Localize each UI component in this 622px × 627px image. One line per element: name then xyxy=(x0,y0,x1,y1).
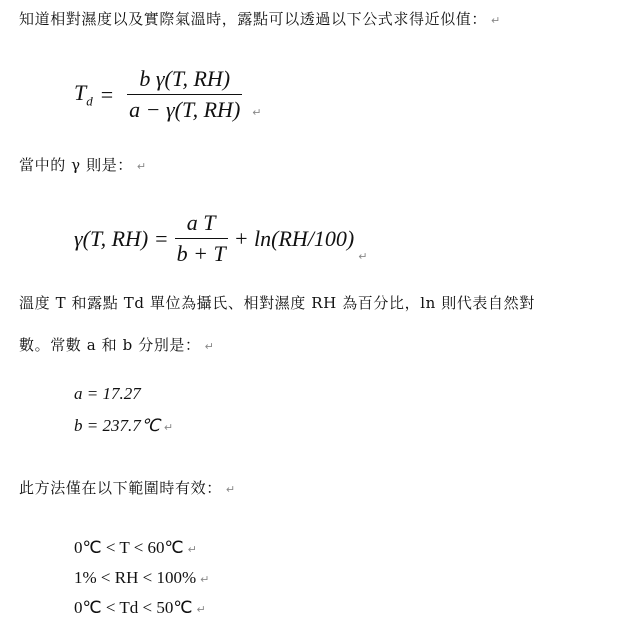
constant-b xyxy=(74,416,173,436)
units-line-2 xyxy=(19,334,214,355)
paragraph-mark-icon: ↵ xyxy=(225,483,236,496)
paragraph-mark-icon: ↵ xyxy=(187,543,197,556)
dew-point-formula xyxy=(74,66,262,123)
range-text-temperature: 0℃ < T < 60℃ xyxy=(74,538,184,557)
formula1-lhs xyxy=(74,80,93,109)
formula2-denominator: b + T xyxy=(176,241,226,266)
paragraph-mark-icon: ↵ xyxy=(200,573,210,586)
formula2-rhs: + ln(RH/100) xyxy=(233,225,355,251)
range-item xyxy=(74,568,209,588)
range-intro-text xyxy=(19,477,236,498)
units-sentence-1: 溫度 T 和露點 Td 單位為攝氏、相對濕度 RH 為百分比，ln 則代表自然對 xyxy=(19,294,535,312)
paragraph-mark-icon: ↵ xyxy=(136,160,147,173)
range-intro-sentence: 此方法僅在以下範圍時有效： xyxy=(19,479,222,497)
constant-a-text: a = 17.27 xyxy=(74,384,141,403)
formula2-numerator: a T xyxy=(186,210,216,235)
paragraph-mark-icon: ↵ xyxy=(163,421,174,434)
formula1-denominator: a − γ(T, RH) xyxy=(129,97,241,122)
paragraph-mark-icon: ↵ xyxy=(491,14,501,27)
paragraph-mark-icon: ↵ xyxy=(358,250,368,263)
formula2-fraction-bar xyxy=(175,238,228,239)
formula1-equals: = xyxy=(100,81,114,107)
formula1-numerator: b γ(T, RH) xyxy=(139,66,231,91)
range-item xyxy=(74,598,206,618)
formula2-lhs: γ(T, RH) = xyxy=(74,225,169,251)
units-line-1 xyxy=(19,292,535,313)
intro-sentence: 知道相對濕度以及實際氣溫時，露點可以透過以下公式求得近似值： xyxy=(19,10,488,28)
range-item xyxy=(74,538,197,558)
gamma-intro-sentence: 當中的 γ 則是： xyxy=(19,156,133,174)
intro-text xyxy=(19,8,501,29)
formula2-fraction xyxy=(175,210,228,267)
range-text-dewpoint: 0℃ < Td < 50℃ xyxy=(74,598,193,617)
constant-a xyxy=(74,384,141,404)
constant-b-text: b = 237.7℃ xyxy=(74,416,160,435)
paragraph-mark-icon: ↵ xyxy=(204,340,215,353)
gamma-formula xyxy=(74,210,367,267)
formula1-lhs-sub: d xyxy=(86,93,93,109)
range-text-humidity: 1% < RH < 100% xyxy=(74,568,197,587)
formula1-fraction-bar xyxy=(127,94,242,95)
paragraph-mark-icon: ↵ xyxy=(252,106,262,119)
gamma-intro-text xyxy=(19,154,147,175)
formula1-lhs-var: T xyxy=(74,79,87,105)
paragraph-mark-icon: ↵ xyxy=(196,603,206,616)
units-sentence-2: 數。常數 a 和 b 分別是： xyxy=(19,336,201,354)
formula1-fraction xyxy=(127,66,242,123)
